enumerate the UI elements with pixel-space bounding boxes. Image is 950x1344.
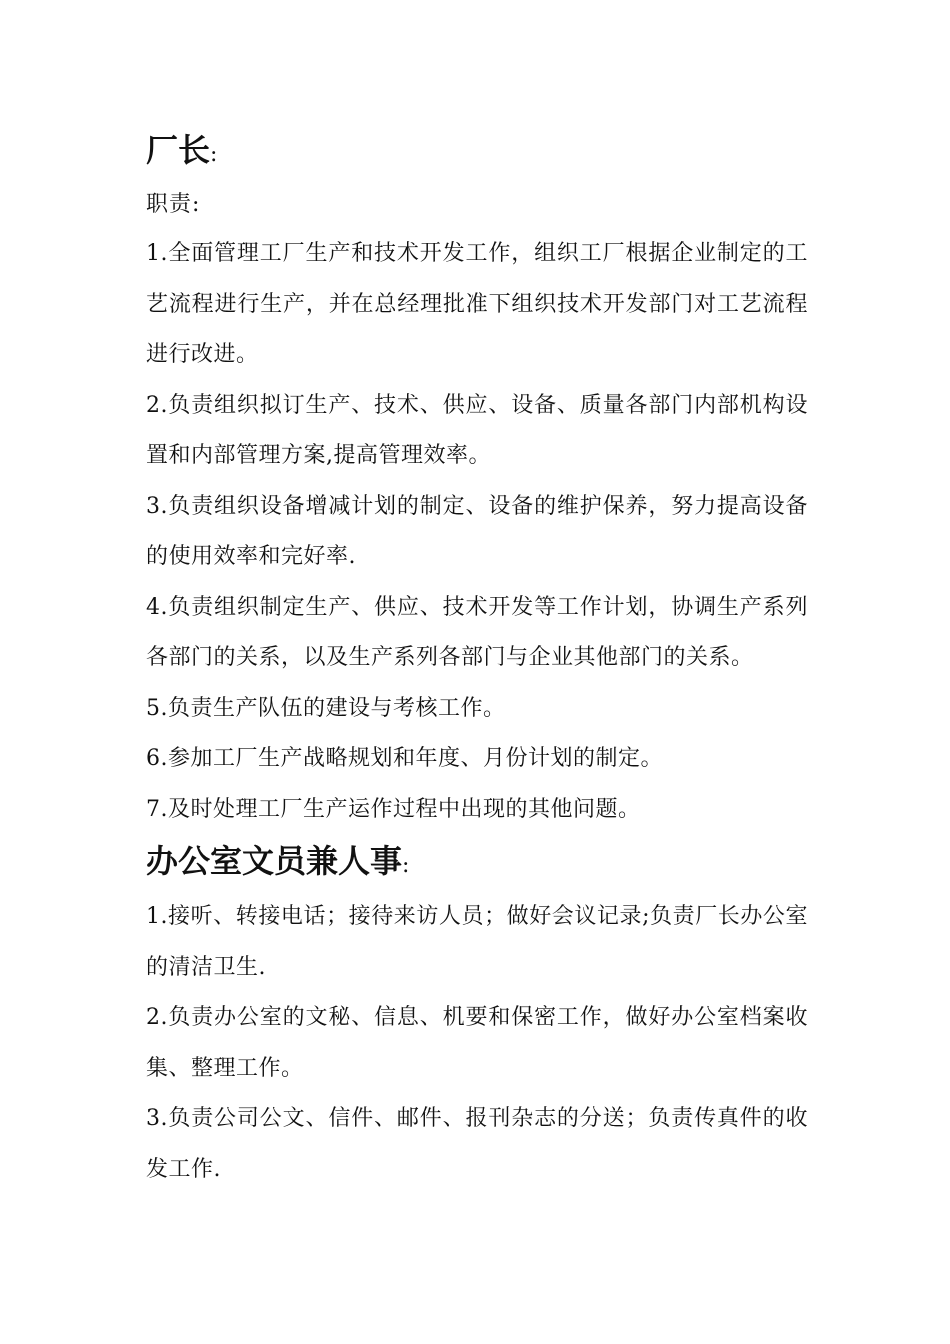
duty-item-2: 2.负责组织拟订生产、技术、供应、设备、质量各部门内部机构设置和内部管理方案,提高管理效率。 [146,392,808,468]
duty-item-4: 4.负责组织制定生产、供应、技术开发等工作计划，协调生产系列各部门的关系，以及生产系列各部门与企业其他部门的关系。 [146,594,808,670]
heading-colon: : [210,142,218,167]
duty-item-1: 1.接听、转接电话；接待来访人员；做好会议记录;负责厂长办公室的清洁卫生. [146,904,808,980]
duty-item-7: 7.及时处理工厂生产运作过程中出现的其他问题。 [146,796,641,822]
duty-item-1: 1.全面管理工厂生产和技术开发工作，组织工厂根据企业制定的工艺流程进行生产，并在总经理批准下组织技术开发部门对工艺流程进行改进。 [146,241,808,367]
heading-text: 办公室文员兼人事 [146,842,403,880]
duties-label: 职责: [146,192,201,217]
duty-item-5: 5.负责生产队伍的建设与考核工作。 [146,695,506,721]
duty-item-6: 6.参加工厂生产战略规划和年度、月份计划的制定。 [146,746,663,771]
document-page [146,124,808,1195]
duty-item-3: 3.负责组织设备增减计划的制定、设备的维护保养，努力提高设备的使用效率和完好率. [146,493,808,569]
heading-colon: : [402,853,410,878]
duty-item-3: 3.负责公司公文、信件、邮件、报刊杂志的分送；负责传真件的收发工作. [146,1106,808,1182]
section-heading [146,124,808,181]
section-office-clerk-hr [146,835,808,1195]
section-heading [146,835,808,892]
section-factory-director [146,124,808,835]
heading-text: 厂长 [146,131,211,169]
duty-item-2: 2.负责办公室的文秘、信息、机要和保密工作，做好办公室档案收集、整理工作。 [146,1005,808,1081]
